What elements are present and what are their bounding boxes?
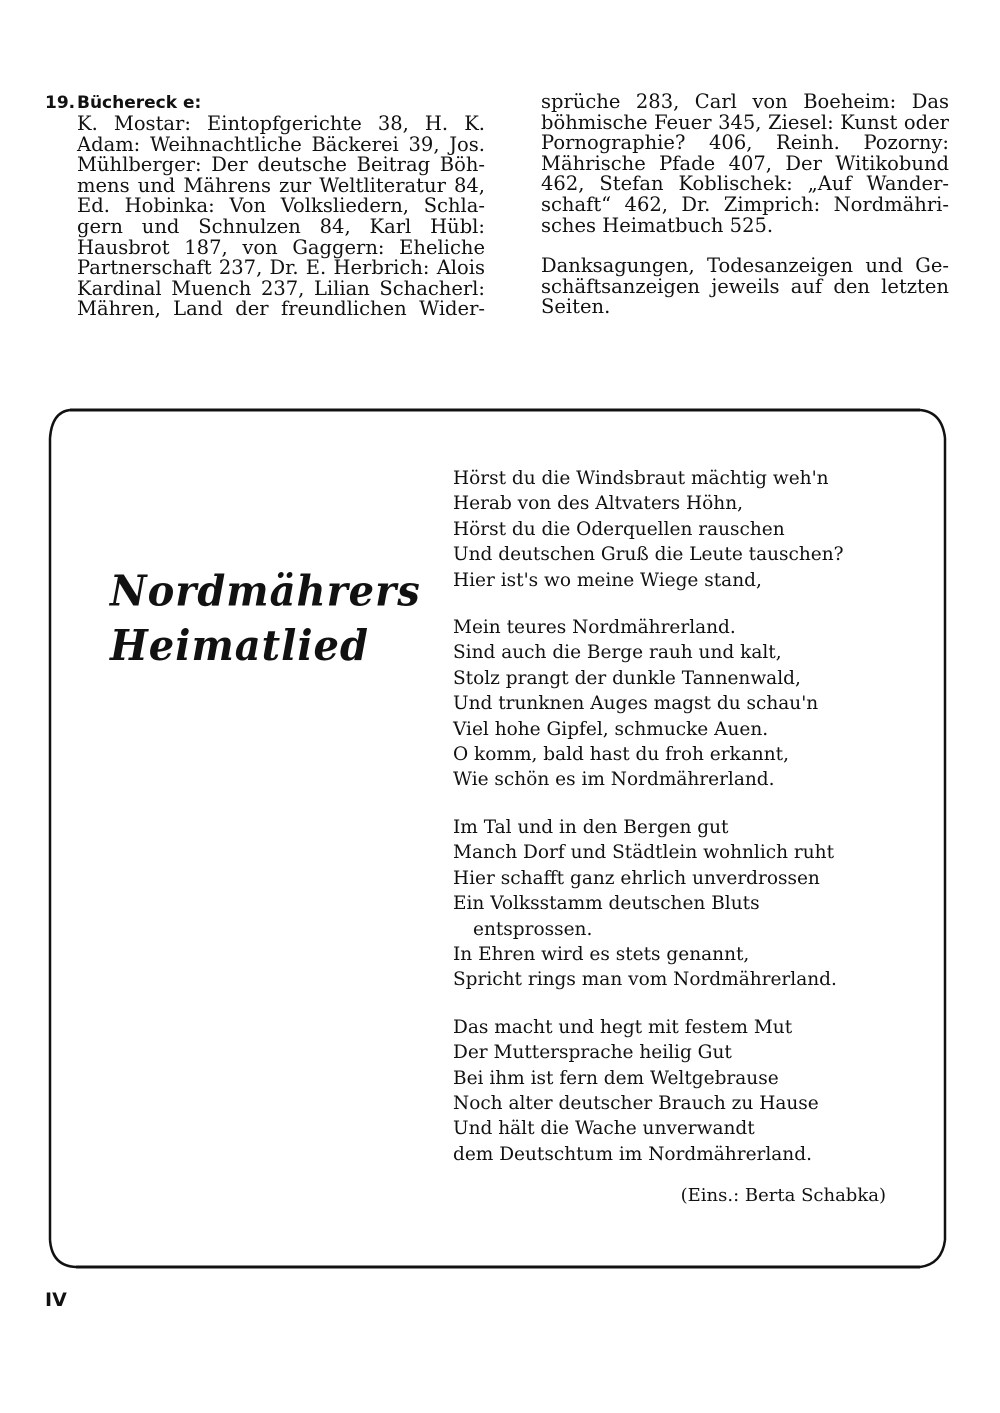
poem-line: Und hält die Wache unverwandt	[453, 1118, 755, 1140]
poem-title-line-2: Heimatlied	[110, 621, 369, 671]
book-list-line: Mährische Pfade 407, Der Witikobund	[541, 151, 949, 175]
notice-line: Danksagungen, Todesanzeigen und Ge-	[541, 254, 949, 278]
stanza	[453, 466, 844, 593]
left-column	[45, 92, 485, 320]
book-list-line: sprüche 283, Carl von Boeheim: Das	[541, 90, 949, 113]
stanza	[453, 815, 844, 993]
poem-line: Noch alter deutscher Brauch zu Hause	[453, 1092, 819, 1114]
poem-line: dem Deutschtum im Nordmährerland.	[453, 1143, 812, 1165]
book-list-continued	[541, 92, 949, 236]
book-list-line: Mühlberger: Der deutsche Beitrag Böh-	[77, 153, 485, 177]
poem-line: Wie schön es im Nordmährerland.	[453, 769, 775, 791]
stanza	[453, 615, 844, 793]
book-list-line: böhmische Feuer 345, Ziesel: Kunst oder	[541, 110, 949, 134]
poem-line: O komm, bald hast du froh erkannt,	[453, 744, 789, 766]
stanza	[453, 1015, 844, 1167]
poem-line: Hier ist's wo meine Wiege stand,	[453, 569, 762, 591]
poem-title-line-1: Nordmährers	[110, 566, 421, 616]
poem-line: Hörst du die Windsbraut mächtig weh'n	[453, 468, 829, 489]
book-list-line: 462, Stefan Koblischek: „Auf Wander-	[541, 172, 949, 196]
notice-paragraph	[541, 256, 949, 318]
poem-line: Mein teures Nordmährerland.	[453, 617, 736, 639]
book-list-line: Kardinal Muench 237, Lilian Schacherl:	[77, 276, 485, 300]
poem-line: Hörst du die Oderquellen rauschen	[453, 518, 785, 540]
poem-title	[110, 564, 421, 673]
poem-line: entsprossen.	[473, 918, 593, 940]
book-list-line: Partnerschaft 237, Dr. E. Herbrich: Alois	[77, 256, 485, 280]
book-list-line: Pornographie? 406, Reinh. Pozorny:	[541, 131, 949, 155]
poem-line: Spricht rings man vom Nordmährerland.	[453, 969, 837, 991]
section-heading	[45, 92, 485, 114]
poem-line: Im Tal und in den Bergen gut	[453, 816, 729, 838]
poem-line: Stolz prangt der dunkle Tannenwald,	[453, 667, 801, 689]
poem-line: In Ehren wird es stets genannt,	[453, 943, 750, 965]
section-title: Büchereck e:	[77, 93, 202, 113]
book-list-line: Ed. Hobinka: Von Volksliedern, Schla-	[77, 194, 485, 218]
poem-line: Ein Volksstamm deutschen Bluts	[453, 893, 760, 915]
book-list-line: sches Heimatbuch 525.	[541, 213, 774, 237]
poem-line: Manch Dorf und Städtlein wohnlich ruht	[453, 842, 835, 864]
poem-line: Herab von des Altvaters Höhn,	[453, 493, 744, 515]
poem-attribution: (Eins.: Berta Schabka)	[680, 1185, 886, 1206]
book-list-line: mens und Mährens zur Weltliteratur 84,	[77, 173, 485, 197]
poem-line: Das macht und hegt mit festem Mut	[453, 1016, 793, 1038]
poem-line: Und deutschen Gruß die Leute tauschen?	[453, 544, 844, 566]
page-number: IV	[45, 1289, 67, 1311]
book-list-line: K. Mostar: Eintopfgerichte 38, H. K.	[77, 112, 485, 135]
poem-line: Sind auch die Berge rauh und kalt,	[453, 642, 782, 664]
book-list-line: gern und Schnulzen 84, Karl Hübl:	[77, 214, 485, 238]
book-list-line: Hausbrot 187, von Gaggern: Eheliche	[77, 235, 485, 259]
book-list-line: schaft“ 462, Dr. Zimprich: Nordmähri-	[541, 192, 949, 216]
book-list-line: Adam: Weihnachtliche Bäckerei 39, Jos.	[77, 132, 485, 156]
notice-line: Seiten.	[541, 295, 611, 319]
book-list	[45, 114, 485, 320]
book-list-line: Mähren, Land der freundlichen Wider-	[77, 297, 485, 321]
poem-body	[453, 466, 844, 1189]
poem-line: Und trunknen Auges magst du schau'n	[453, 693, 819, 715]
right-column	[541, 92, 949, 318]
notice-line: schäftsanzeigen jeweils auf den letzten	[541, 274, 949, 298]
poem-line: Viel hohe Gipfel, schmucke Auen.	[453, 718, 769, 740]
section-number: 19.	[45, 93, 76, 113]
poem-line: Der Muttersprache heilig Gut	[453, 1042, 732, 1064]
poem-line: Bei ihm ist fern dem Weltgebrause	[453, 1067, 779, 1089]
poem-line: Hier schafft ganz ehrlich unverdrossen	[453, 867, 820, 889]
